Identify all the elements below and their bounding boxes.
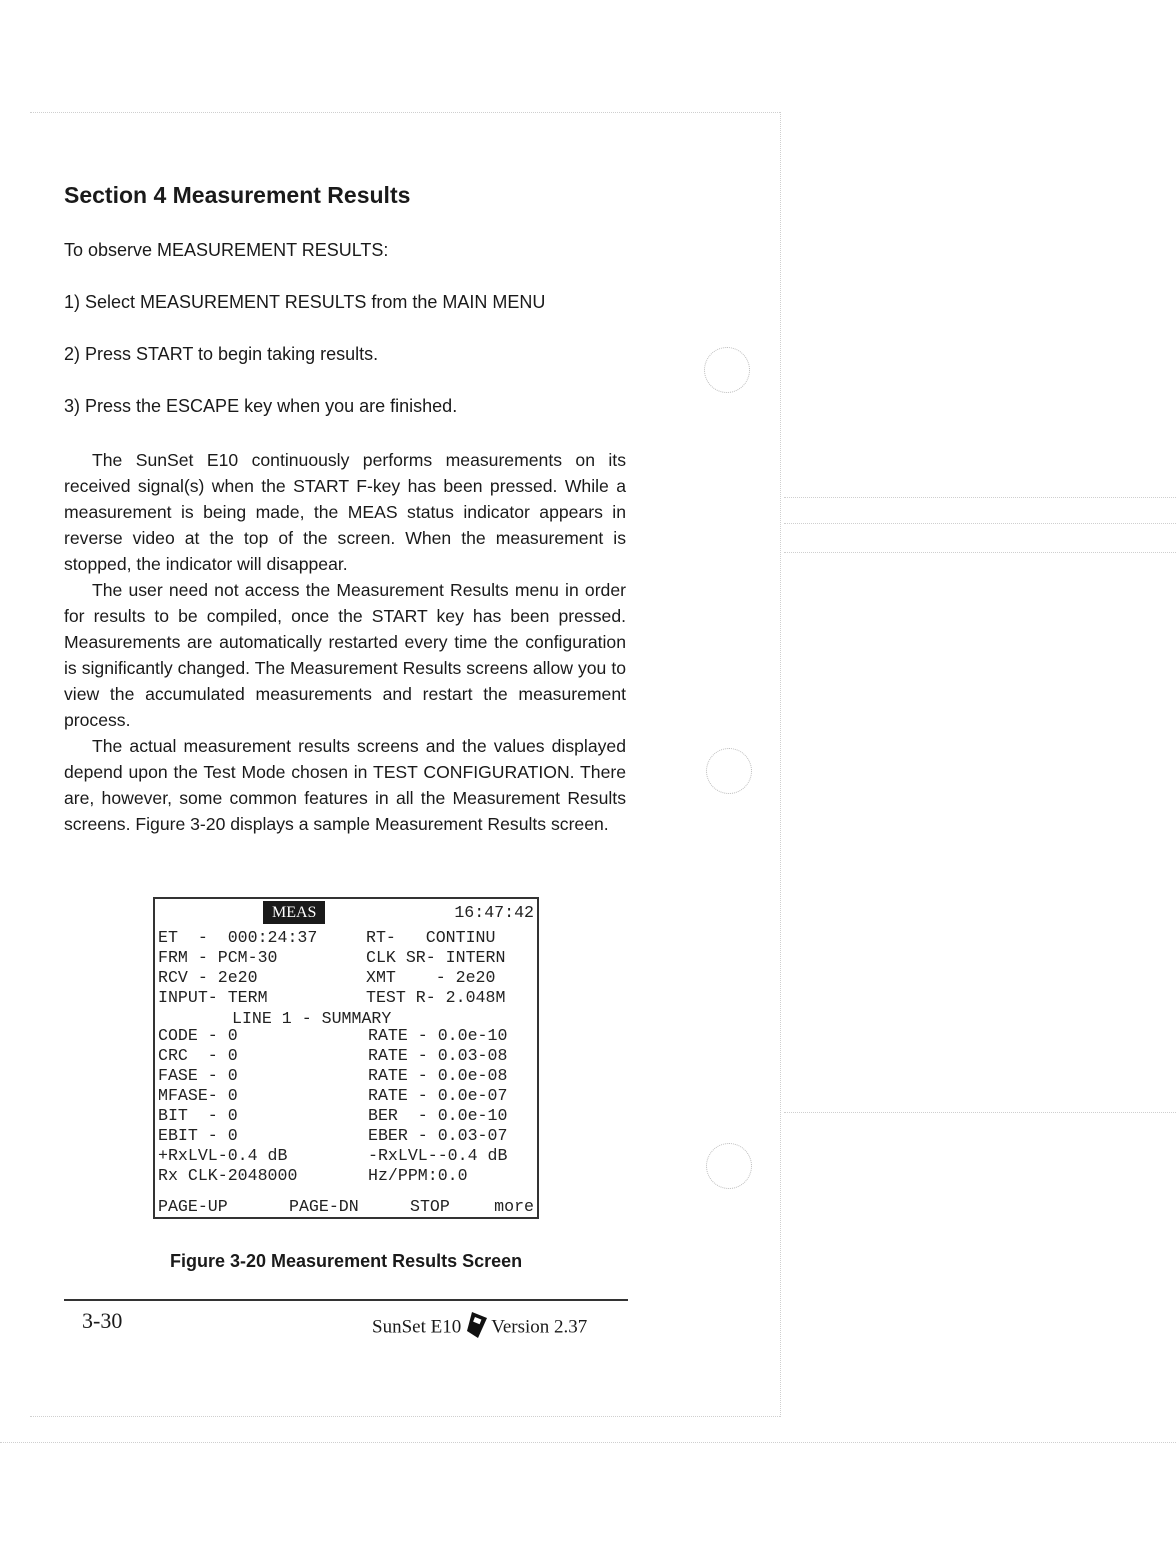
product-name: SunSet E10 [372,1316,462,1338]
count-field: MFASE- 0 [158,1086,238,1105]
page-edge-line [780,112,781,1417]
step-2: 2) Press START to begin taking results. [64,344,379,364]
step-1: 1) Select MEASUREMENT RESULTS from the MAIN MENU [64,292,546,312]
count-field: FASE - 0 [158,1066,238,1085]
screen-clock: 16:47:42 [454,903,534,922]
summary-heading: LINE 1 - SUMMARY [232,1009,392,1028]
product-version: Version 2.37 [491,1316,588,1338]
footer-product [372,1310,587,1346]
measurement-results-screen [153,897,539,1219]
fkey-page-up[interactable]: PAGE-UP [158,1197,228,1216]
punch-hole [706,1143,752,1189]
count-field: BIT - 0 [158,1106,238,1125]
screen-field: FRM - PCM-30 [158,948,278,967]
page-number: 3-30 [82,1308,123,1333]
rate-field: RATE - 0.0e-10 [368,1026,508,1045]
step-3: 3) Press the ESCAPE key when you are finished. [64,396,458,416]
count-field: EBIT - 0 [158,1126,238,1145]
screen-field: RCV - 2e20 [158,968,258,987]
paragraph-1: The SunSet E10 continuously performs measurements on its received signal(s) when the START F-key has been pressed. While a measurement is being made, the MEAS status indicator appears in reverse video at the top of the screen. When the measurement is stopped, the indicator will disappear. [64,450,626,574]
clock-field: Rx CLK-2048000 [158,1166,298,1185]
rate-field: EBER - 0.03-07 [368,1126,508,1145]
level-field: -RxLVL--0.4 dB [368,1146,508,1165]
scan-dotted-line [30,1416,780,1417]
rate-field: RATE - 0.03-08 [368,1046,508,1065]
scan-dotted-line [784,552,1176,553]
screen-field: INPUT- TERM [158,988,268,1007]
meas-status-indicator: MEAS [263,901,325,924]
scan-dotted-line [0,1442,1176,1443]
fkey-stop[interactable]: STOP [410,1197,450,1216]
punch-hole [706,748,752,794]
screen-field: RT- CONTINU [366,928,496,947]
scan-dotted-line [784,1112,1176,1113]
intro-text: To observe MEASUREMENT RESULTS: [64,240,389,260]
fkey-more[interactable]: more [494,1197,534,1216]
screen-field: CLK SR- INTERN [366,948,506,967]
count-field: CRC - 0 [158,1046,238,1065]
screen-field: TEST R- 2.048M [366,988,506,1007]
rate-field: RATE - 0.0e-07 [368,1086,508,1105]
punch-hole [704,347,750,393]
screen-field: ET - 000:24:37 [158,928,318,947]
paragraph-2: The user need not access the Measurement Results menu in order for results to be compiled, once the START key has been pressed. Measurements are automatically restarted every time the configuration is significantly changed. The Measurement Results screens allow you to view the accumulated measurements and restart the measurement process. [64,580,626,730]
footer-rule [64,1299,628,1301]
paragraph-3: The actual measurement results screens and the values displayed depend upon the Test Mode chosen in TEST CONFIGURATION. There are, however, some common features in all the Measurement Results screens. Figure 3-20 displays a sample Measurement Results screen. [64,736,626,834]
section-title: Section 4 Measurement Results [64,182,411,208]
screen-field: XMT - 2e20 [366,968,496,987]
body-text [64,447,626,837]
clock-field: Hz/PPM:0.0 [368,1166,468,1185]
handheld-tester-icon [465,1310,489,1346]
rate-field: BER - 0.0e-10 [368,1106,508,1125]
rate-field: RATE - 0.0e-08 [368,1066,508,1085]
scan-dotted-line [784,497,1176,498]
level-field: +RxLVL-0.4 dB [158,1146,288,1165]
figure-caption: Figure 3-20 Measurement Results Screen [170,1251,523,1271]
fkey-page-dn[interactable]: PAGE-DN [289,1197,359,1216]
scan-dotted-line [30,112,780,113]
count-field: CODE - 0 [158,1026,238,1045]
scan-dotted-line [784,523,1176,524]
